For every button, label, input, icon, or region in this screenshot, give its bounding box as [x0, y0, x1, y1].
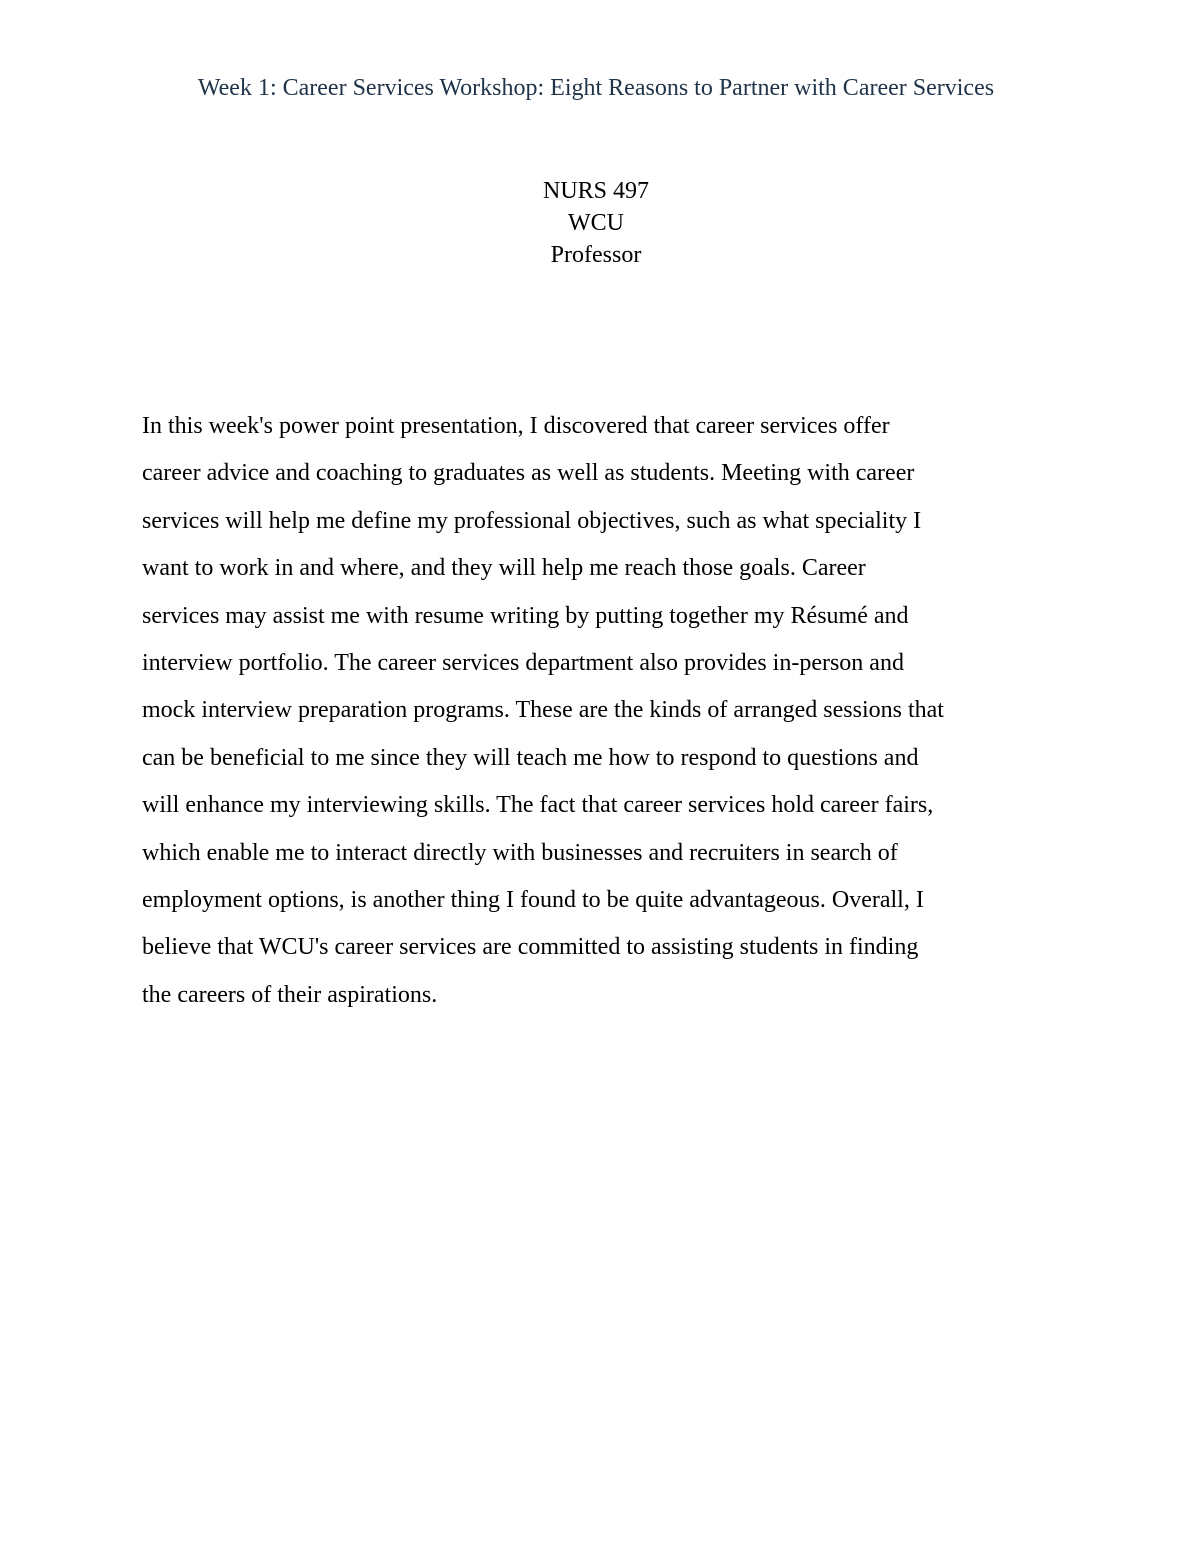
- paragraph-line: believe that WCU's career services are committed to assisting students in finding: [142, 934, 919, 961]
- paragraph-line: will enhance my interviewing skills. The fact that career services hold career fairs,: [142, 792, 934, 819]
- paragraph-line: the careers of their aspirations.: [142, 981, 438, 1008]
- paragraph-line: employment options, is another thing I found to be quite advantageous. Overall, I: [142, 887, 924, 914]
- paragraph-line: can be beneficial to me since they will teach me how to respond to questions and: [142, 744, 919, 771]
- paragraph-line: interview portfolio. The career services department also provides in-person and: [142, 650, 904, 677]
- paragraph-line: In this week's power point presentation, I discovered that career services offer: [142, 413, 890, 439]
- body-paragraph: [142, 403, 1072, 1019]
- paragraph-line: services may assist me with resume writing by putting together my Résumé and: [142, 602, 909, 629]
- paragraph-line: career advice and coaching to graduates as well as students. Meeting with career: [142, 460, 915, 487]
- paragraph-line: services will help me define my professional objectives, such as what speciality I: [142, 507, 922, 534]
- institution-name: WCU: [568, 210, 624, 236]
- document-title: Week 1: Career Services Workshop: Eight Reasons to Partner with Career Services: [197, 75, 995, 101]
- paragraph-line: which enable me to interact directly with businesses and recruiters in search of: [142, 839, 898, 866]
- professor-label: Professor: [550, 242, 642, 268]
- paragraph-line: want to work in and where, and they will help me reach those goals. Career: [142, 555, 866, 582]
- course-info-block: [0, 175, 1192, 271]
- paragraph-line: mock interview preparation programs. These are the kinds of arranged sessions that: [142, 697, 944, 724]
- course-code: NURS 497: [542, 178, 650, 204]
